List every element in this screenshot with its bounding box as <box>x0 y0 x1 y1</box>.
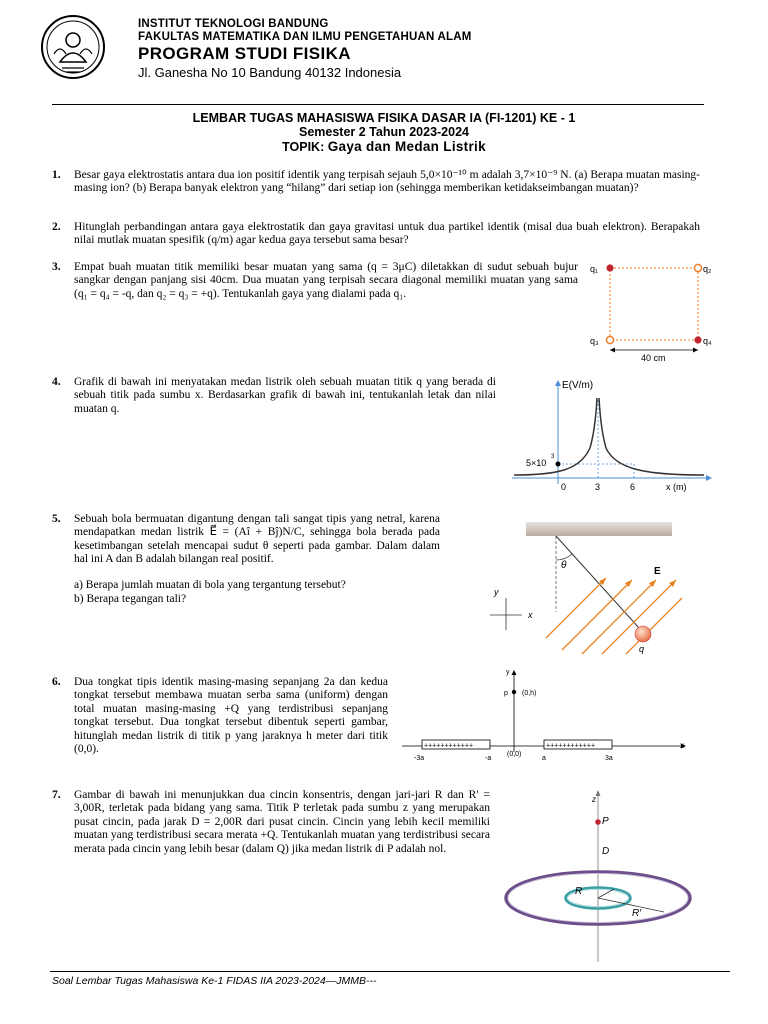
tick-neg-3a: -3a <box>414 755 425 762</box>
rods-y-label: y <box>506 669 510 676</box>
tick-a: a <box>542 755 546 762</box>
tick-0: 0 <box>561 482 567 492</box>
point-p-coord: (0,h) <box>522 690 537 697</box>
program-name: PROGRAM STUDI FISIKA <box>138 44 351 63</box>
header-divider <box>52 104 704 105</box>
problem-7-text: Gambar di bawah ini menunjukkan dua cincin konsentris, dengan jari-jari R dan R′ = 3,00R, terletak pada bidang yang sama. Titik P terletak pada sumbu z yang merupakan pusat cincin, pada jarak D = 2,00R dari pusat cincin. Cincin yang lebih kecil memiliki muatan yang terdistribusi secara merata +Q. Tentukanlah muatan yang terdistribusi secara merata pada cincin yang lebih besar (dalam Q) jika medan listrik di P adalah nol. <box>74 789 490 855</box>
problem-5-sub-a: a) Berapa jumlah muatan di bola yang tergantung tersebut? <box>74 579 346 591</box>
point-p-label: p <box>504 690 508 697</box>
itb-logo <box>40 14 106 80</box>
axis-x-label: x <box>528 610 533 620</box>
figure-two-rods <box>398 664 698 768</box>
problem-1-text: Besar gaya elektrostatis antara dua ion positif identik yang terpisah sejauh 5,0×10⁻¹⁰ m adalah 3,7×10⁻⁹ N. (a) Berapa muatan masing-masing ion? (b) Berapa banyak elektron yang “hilang” dari setiap ion (sehingga memberikan ketidakseimbangan muatan)? <box>74 169 700 195</box>
faculty-name: FAKULTAS MATEMATIKA DAN ILMU PENGETAHUAN ALAM <box>138 31 472 43</box>
address: Jl. Ganesha No 10 Bandung 40132 Indonesia <box>138 65 402 80</box>
marker-5e3 <box>556 462 561 467</box>
problem-7-number: 7. <box>52 789 61 801</box>
problem-5-text: Sebuah bola bermuatan digantung dengan tali sangat tipis yang netral, karena mendapatkan medan listrik E⃗ = (Aî + Bĵ)N/C, sehingga bola berada pada kesetimbangan setelah mencapai sudut θ seperti pada gambar. Dalam dalam hal ini A dan B adalah bilangan real positif. <box>74 513 440 566</box>
field-label: E <box>654 566 661 577</box>
problem-3-text: Empat buah muatan titik memiliki besar muatan yang sama (q = 3μC) diletakkan di sudut sebuah bujur sangkar dengan panjang sisi 40cm. Dua muatan yang terpisah secara diagonal memiliki muatan yang sama (q₁ = q₄ = -q, dan q₂ = q₃ = +q). Tentukanlah gaya yang dialami pada q₁. <box>74 261 578 300</box>
y-level-label: 5×10 <box>526 458 547 468</box>
figure-concentric-rings <box>496 788 706 964</box>
semester: Semester 2 Tahun 2023-2024 <box>298 125 469 139</box>
problem-2-number: 2. <box>52 221 61 233</box>
z-axis-label: z <box>592 795 596 804</box>
tick-3a: 3a <box>605 755 613 762</box>
sheet-title: LEMBAR TUGAS MAHASISWA FISIKA DASAR IA (FI-1201) KE - 1 <box>192 111 576 125</box>
charge-q2 <box>694 264 701 271</box>
footer-divider <box>50 971 730 972</box>
axis-y-label: y <box>494 587 499 597</box>
square-outline <box>610 268 698 340</box>
figure-square-charges <box>588 258 718 364</box>
problem-5-sub-b: b) Berapa tegangan tali? <box>74 593 187 605</box>
right-rod-charges: ++++++++++++ <box>546 742 596 750</box>
tick-neg-a: -a <box>485 755 492 762</box>
ceiling <box>526 522 672 536</box>
problem-3-number: 3. <box>52 261 61 273</box>
label-q3: q₃ <box>590 336 599 346</box>
topic-label: TOPIK: <box>282 140 325 154</box>
origin-label: (0,0) <box>507 751 522 758</box>
charge-q4 <box>694 336 701 343</box>
problem-4-text: Grafik di bawah ini menyatakan medan listrik oleh sebuah muatan titik q yang berada di sebuah titik pada sumbu x. Berdasarkan grafik di bawah ini, tentukanlah letak dan nilai muatan q. <box>74 376 496 415</box>
problem-4-number: 4. <box>52 376 61 388</box>
label-q4: q₄ <box>703 336 712 346</box>
charged-ball <box>635 626 651 642</box>
problem-6-number: 6. <box>52 676 61 688</box>
theta-label: θ <box>561 560 567 571</box>
point-p <box>512 690 516 694</box>
charge-label: q <box>639 644 645 654</box>
topic-line <box>0 139 768 154</box>
figure-hanging-ball <box>486 520 692 656</box>
y-level-exponent: 3 <box>551 454 555 460</box>
problem-6-text: Dua tongkat tipis identik masing-masing sepanjang 2a dan kedua tongkat tersebut membawa muatan serba sama (uniform) dengan total muatan masing-masing +Q yang terdistribusi sepanjang tongkat tersebut. Dua tongkat tersebut dibentuk seperti gambar, hitunglah medan listrik di titik p yang jaraknya h meter dari titik (0,0). <box>74 676 388 756</box>
side-length-label: 40 cm <box>641 353 666 363</box>
charge-q3 <box>606 336 613 343</box>
curve-right <box>599 398 704 475</box>
label-q2: q₂ <box>703 264 712 274</box>
rods-x-label: x <box>680 741 684 750</box>
label-q1: q₁ <box>590 264 599 274</box>
graph-ylabel: E(V/m) <box>562 380 594 391</box>
tick-3: 3 <box>595 482 601 492</box>
problem-1-number: 1. <box>52 169 61 181</box>
topic: Gaya dan Medan Listrik <box>327 139 486 154</box>
graph-xlabel: x (m) <box>666 482 687 492</box>
field-lines <box>546 578 682 654</box>
footer-text: Soal Lembar Tugas Mahasiswa Ke-1 FIDAS IIA 2023-2024—JMMB--- <box>52 975 377 987</box>
distance-label: D <box>602 846 610 857</box>
problem-2-text: Hitunglah perbandingan antara gaya elektrostatik dan gaya gravitasi untuk dua partikel identik (misal dua buah elektron). Berapakah nilai mutlak muatan spesifik (q/m) agar kedua gaya tersebut sama besar? <box>74 221 700 247</box>
point-P-label: P <box>602 816 609 827</box>
institution-name: INSTITUT TEKNOLOGI BANDUNG <box>138 18 329 30</box>
left-rod-charges: ++++++++++++ <box>424 742 474 750</box>
outer-radius-label: R′ <box>632 908 642 919</box>
problem-5-number: 5. <box>52 513 61 525</box>
title-block <box>0 111 768 154</box>
inner-radius-label: R <box>575 886 583 897</box>
tick-6: 6 <box>630 482 636 492</box>
charge-q1 <box>606 264 613 271</box>
point-P <box>595 819 601 825</box>
figure-field-graph <box>508 376 720 494</box>
